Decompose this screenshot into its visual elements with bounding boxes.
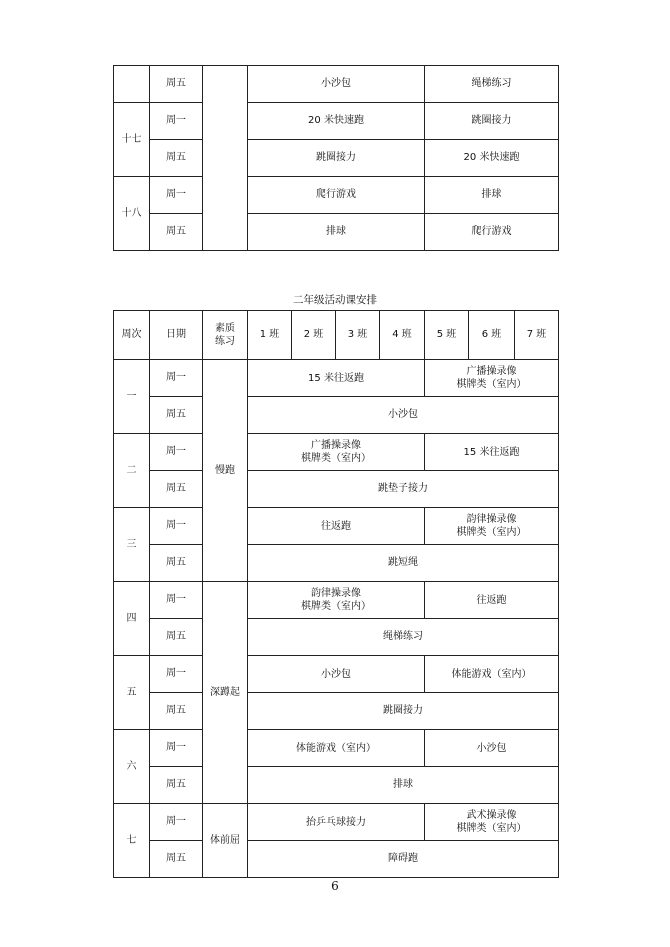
activity-cell: 15 米往返跑 xyxy=(425,434,559,471)
table-row xyxy=(114,103,559,140)
quality-cell: 慢跑 xyxy=(203,360,248,582)
header-row xyxy=(114,311,559,360)
week-cell: 十七 xyxy=(114,103,150,177)
activity-cell: 往返跑 xyxy=(425,582,559,619)
day-cell: 周一 xyxy=(150,804,203,841)
activity-cell: 抬乒乓球接力 xyxy=(248,804,425,841)
activity-cell: 爬行游戏 xyxy=(425,214,559,251)
activity-cell: 20 米快速跑 xyxy=(248,103,425,140)
day-cell: 周五 xyxy=(150,693,203,730)
day-cell: 周五 xyxy=(150,66,203,103)
activity-cell: 排球 xyxy=(425,177,559,214)
table-row xyxy=(114,545,559,582)
header-class: 6 班 xyxy=(469,311,515,360)
header-class: 4 班 xyxy=(380,311,425,360)
activity-cell: 跳圈接力 xyxy=(248,140,425,177)
header-class: 3 班 xyxy=(336,311,380,360)
page-number: 6 xyxy=(331,879,339,893)
day-cell: 周一 xyxy=(150,582,203,619)
header-class: 7 班 xyxy=(515,311,559,360)
activity-cell: 小沙包 xyxy=(248,656,425,693)
day-cell: 周五 xyxy=(150,841,203,878)
day-cell: 周五 xyxy=(150,471,203,508)
activity-cell: 广播操录像 棋牌类（室内） xyxy=(425,360,559,397)
week-cell: 二 xyxy=(114,434,150,508)
day-cell: 周五 xyxy=(150,397,203,434)
activity-cell: 小沙包 xyxy=(248,397,559,434)
table-row xyxy=(114,730,559,767)
activity-cell: 体能游戏（室内） xyxy=(425,656,559,693)
week-cell: 五 xyxy=(114,656,150,730)
activity-cell: 跳垫子接力 xyxy=(248,471,559,508)
table-row xyxy=(114,841,559,878)
day-cell: 周一 xyxy=(150,656,203,693)
week-cell: 四 xyxy=(114,582,150,656)
activity-cell: 排球 xyxy=(248,214,425,251)
week-cell: 六 xyxy=(114,730,150,804)
table-row xyxy=(114,214,559,251)
day-cell: 周五 xyxy=(150,619,203,656)
header-week: 周次 xyxy=(114,311,150,360)
activity-cell: 障碍跑 xyxy=(248,841,559,878)
activity-cell: 跳圈接力 xyxy=(248,693,559,730)
table-row xyxy=(114,804,559,841)
activity-cell: 绳梯练习 xyxy=(248,619,559,656)
table-row xyxy=(114,66,559,103)
activity-cell: 体能游戏（室内） xyxy=(248,730,425,767)
header-class: 1 班 xyxy=(248,311,292,360)
weeks-body xyxy=(114,360,559,878)
activity-cell: 爬行游戏 xyxy=(248,177,425,214)
activity-cell: 跳短绳 xyxy=(248,545,559,582)
activity-cell: 绳梯练习 xyxy=(425,66,559,103)
week-cell: 一 xyxy=(114,360,150,434)
day-cell: 周一 xyxy=(150,360,203,397)
week-cell xyxy=(114,66,150,103)
activity-cell: 15 米往返跑 xyxy=(248,360,425,397)
activity-cell: 韵律操录像 棋牌类（室内） xyxy=(425,508,559,545)
grade2-schedule-table xyxy=(113,310,559,878)
week-cell: 十八 xyxy=(114,177,150,251)
day-cell: 周五 xyxy=(150,767,203,804)
table-row xyxy=(114,434,559,471)
table-row xyxy=(114,656,559,693)
activity-cell: 往返跑 xyxy=(248,508,425,545)
activity-cell: 广播操录像 棋牌类（室内） xyxy=(248,434,425,471)
day-cell: 周五 xyxy=(150,545,203,582)
table-title: 二年级活动课安排 xyxy=(293,294,377,306)
header-quality: 素质 练习 xyxy=(203,311,248,360)
activity-cell: 20 米快速跑 xyxy=(425,140,559,177)
day-cell: 周五 xyxy=(150,140,203,177)
table-row xyxy=(114,397,559,434)
table-row xyxy=(114,693,559,730)
table-row xyxy=(114,767,559,804)
header-class: 5 班 xyxy=(425,311,469,360)
table-row xyxy=(114,140,559,177)
activity-cell: 小沙包 xyxy=(425,730,559,767)
table-row xyxy=(114,360,559,397)
day-cell: 周一 xyxy=(150,103,203,140)
quality-cell xyxy=(203,66,248,251)
day-cell: 周一 xyxy=(150,508,203,545)
week-cell: 七 xyxy=(114,804,150,878)
activity-cell: 韵律操录像 棋牌类（室内） xyxy=(248,582,425,619)
activity-cell: 排球 xyxy=(248,767,559,804)
table-row xyxy=(114,508,559,545)
quality-cell: 深蹲起 xyxy=(203,582,248,804)
day-cell: 周一 xyxy=(150,177,203,214)
quality-cell: 体前屈 xyxy=(203,804,248,878)
activity-cell: 跳圈接力 xyxy=(425,103,559,140)
table-row xyxy=(114,619,559,656)
table-row xyxy=(114,471,559,508)
activity-cell: 小沙包 xyxy=(248,66,425,103)
activity-cell: 武术操录像 棋牌类（室内） xyxy=(425,804,559,841)
table-row xyxy=(114,177,559,214)
header-date: 日期 xyxy=(150,311,203,360)
week-cell: 三 xyxy=(114,508,150,582)
header-class: 2 班 xyxy=(292,311,336,360)
schedule-table-continued xyxy=(113,65,559,251)
day-cell: 周一 xyxy=(150,730,203,767)
table-row xyxy=(114,582,559,619)
day-cell: 周五 xyxy=(150,214,203,251)
day-cell: 周一 xyxy=(150,434,203,471)
